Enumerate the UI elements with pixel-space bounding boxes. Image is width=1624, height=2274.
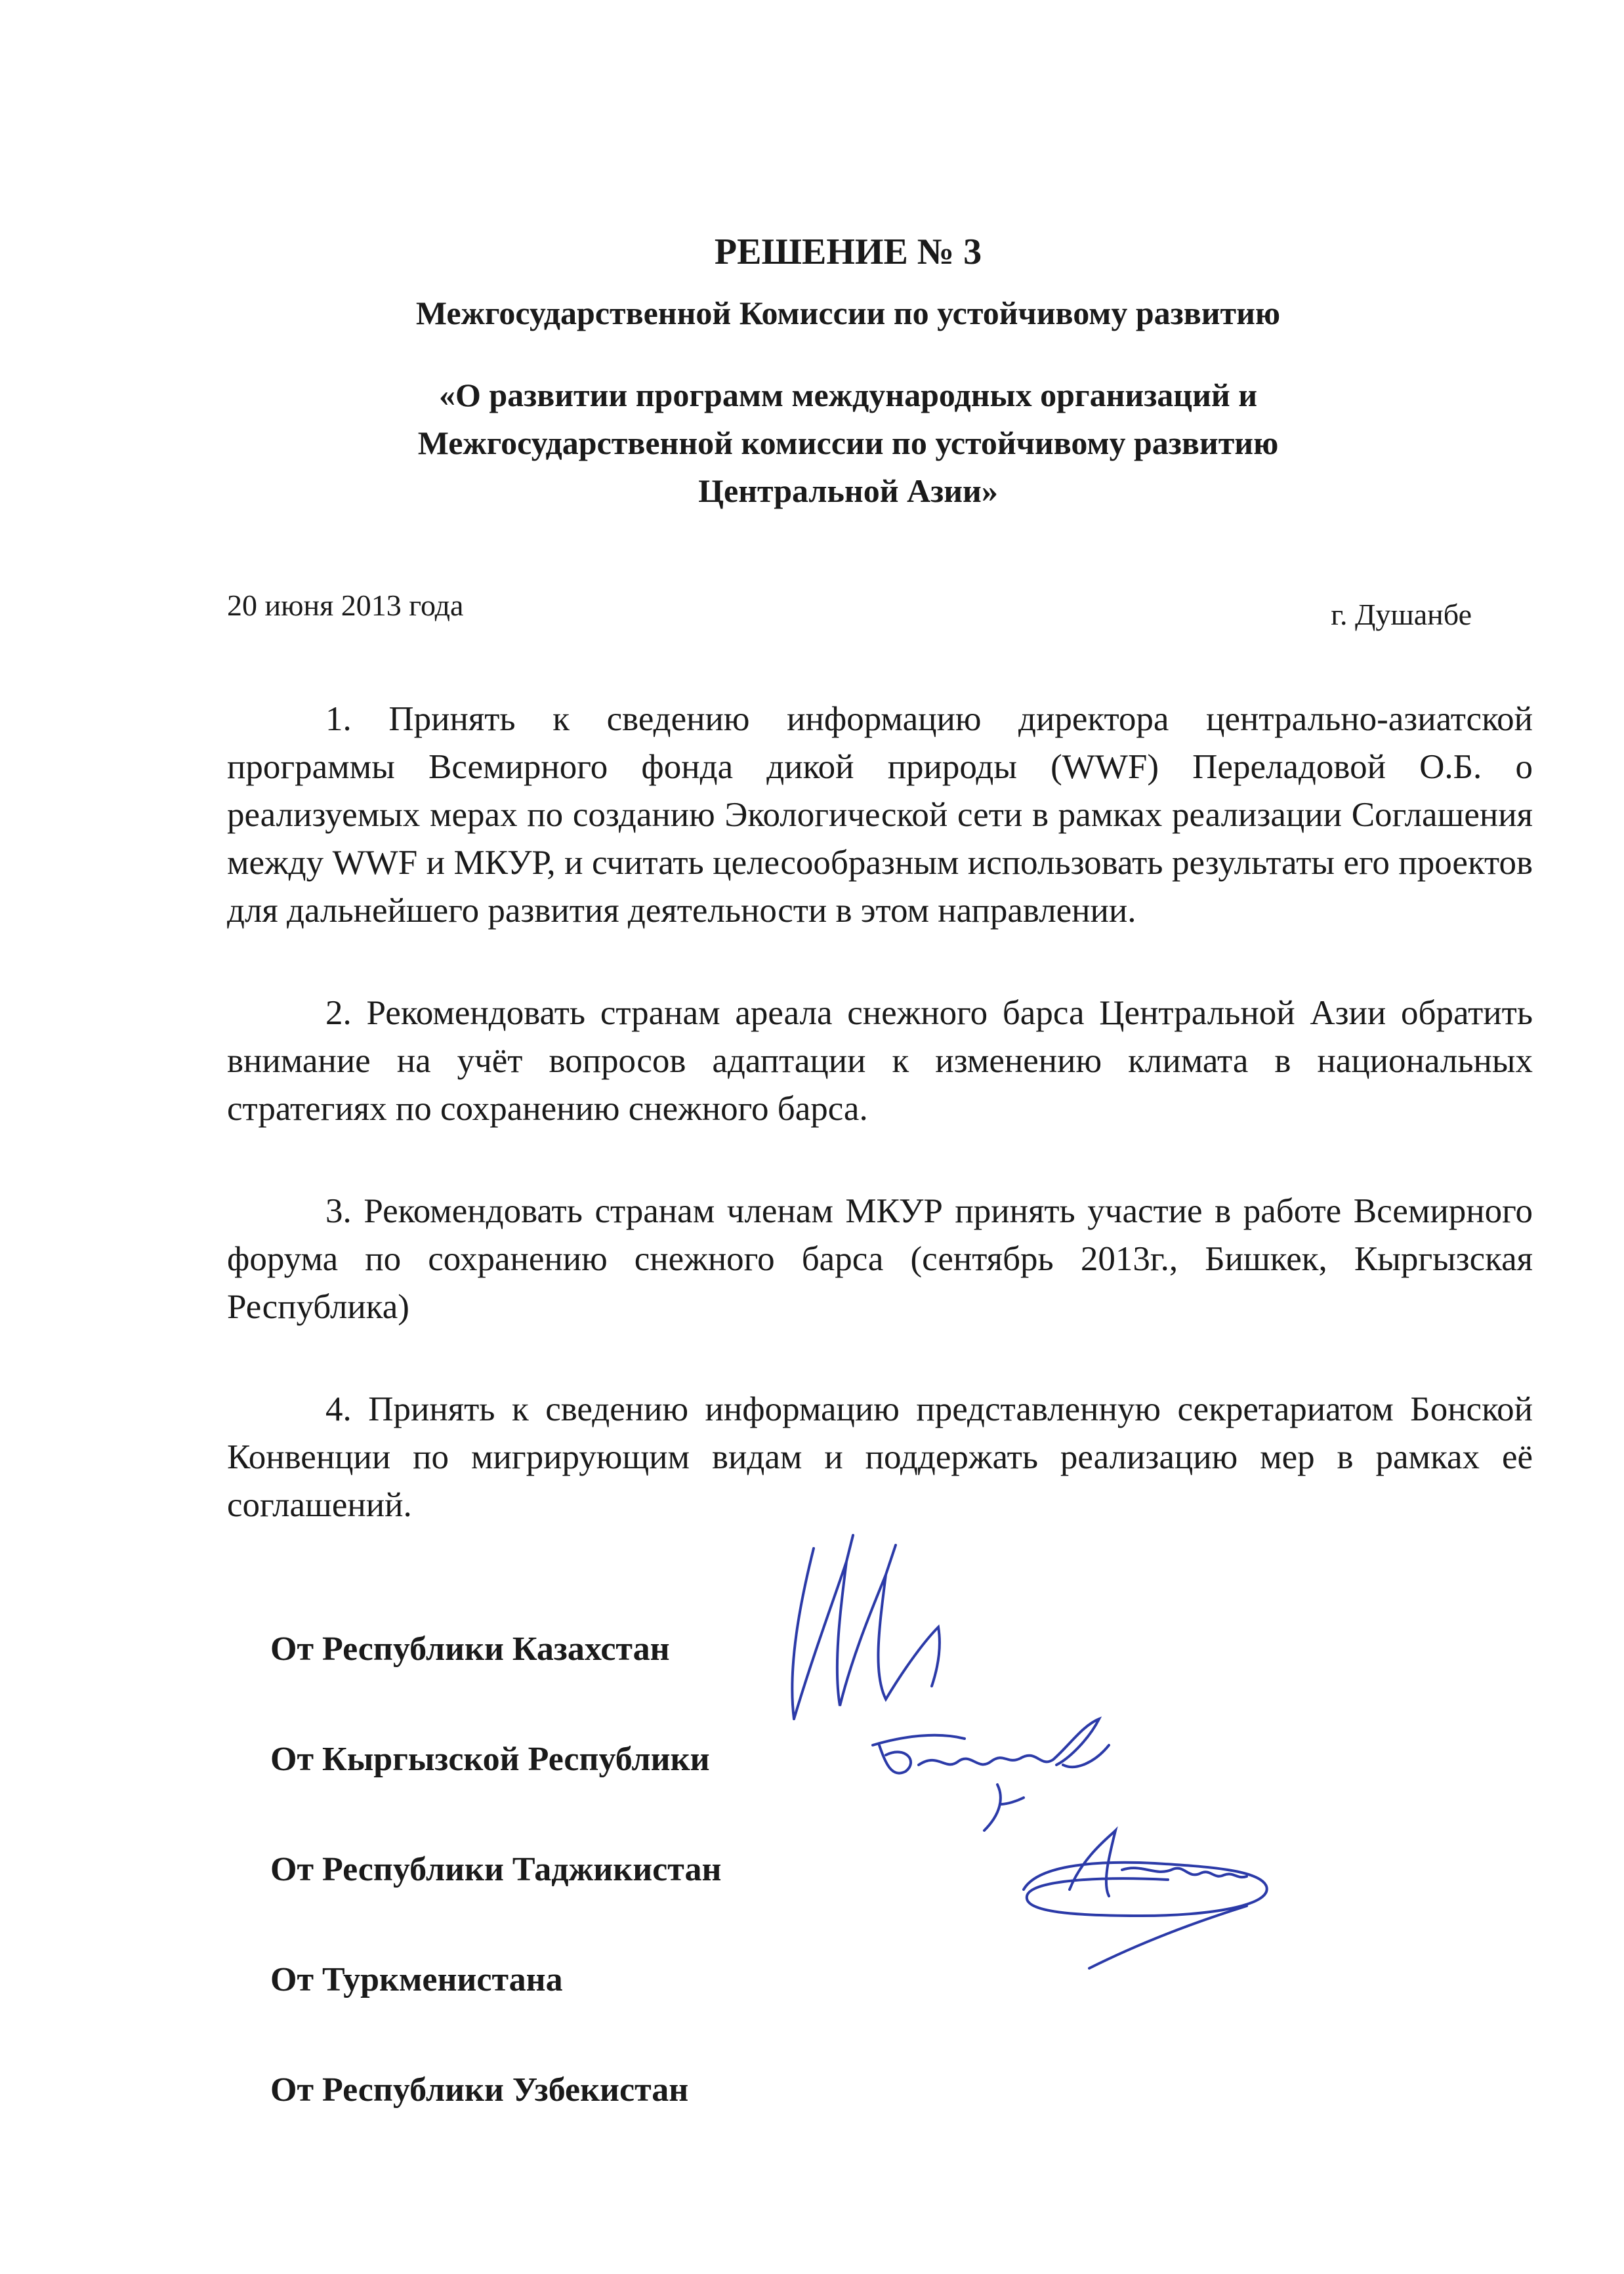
subject-line: Центральной Азии» <box>698 472 998 509</box>
signatories-block <box>270 1626 721 2177</box>
decision-subject <box>0 371 1624 515</box>
decision-item <box>227 695 1533 935</box>
commission-name: Межгосударственной Комиссии по устойчивому развитию <box>415 295 1281 331</box>
signatory-uzbekistan: От Республики Узбекистан <box>270 2071 689 2109</box>
item-text: Рекомендовать странам ареала снежного барса Центральной Азии обратить внимание на учёт вопросов адаптации к изменению климата в национальных стратегиях по сохранению снежного барса. <box>227 994 1533 1128</box>
decision-item <box>227 1188 1533 1331</box>
item-text: Принять к сведению информацию представленную секретариатом Бонской Конвенции по мигрирующим видам и поддержать реализацию мер в рамках её соглашений. <box>227 1390 1533 1524</box>
item-text: Принять к сведению информацию директора центрально-азиатской программы Всемирного фонда дикой природы (WWF) Переладовой О.Б. о реализуемых мерах по созданию Экологической сети в рамках реализации Соглашения между WWF и МКУР, и считать целесообразным использовать результаты его проектов для дальнейшего развития деятельности в этом направлении. <box>227 700 1533 930</box>
item-text: Рекомендовать странам членам МКУР принять участие в работе Всемирного форума по сохранению снежного барса (сентябрь 2013г., Бишкек, Кыргызская Республика) <box>227 1192 1533 1326</box>
decision-item <box>227 989 1533 1133</box>
item-number: 4. <box>325 1390 352 1428</box>
signatory-tajikistan: От Республики Таджикистан <box>270 1851 722 1888</box>
decision-items <box>227 695 1533 1529</box>
item-number: 2. <box>325 994 352 1032</box>
decision-title: РЕШЕНИЕ № 3 <box>714 232 982 272</box>
item-number: 3. <box>325 1192 352 1230</box>
decision-city: г. Душанбе <box>1331 598 1472 631</box>
subject-line: «О развитии программ международных организаций и <box>438 377 1258 413</box>
signatory-kyrgyzstan: От Кыргызской Республики <box>270 1741 710 1778</box>
decision-item <box>227 1386 1533 1529</box>
item-number: 1. <box>325 700 352 738</box>
signature-tajikistan <box>1010 1798 1286 1988</box>
signatory-turkmenistan: От Туркменистана <box>270 1961 563 1998</box>
subject-line: Межгосударственной комиссии по устойчивому развитию <box>417 424 1279 461</box>
decision-date: 20 июня 2013 года <box>227 589 464 622</box>
signatory-kazakhstan: От Республики Казахстан <box>270 1630 670 1668</box>
